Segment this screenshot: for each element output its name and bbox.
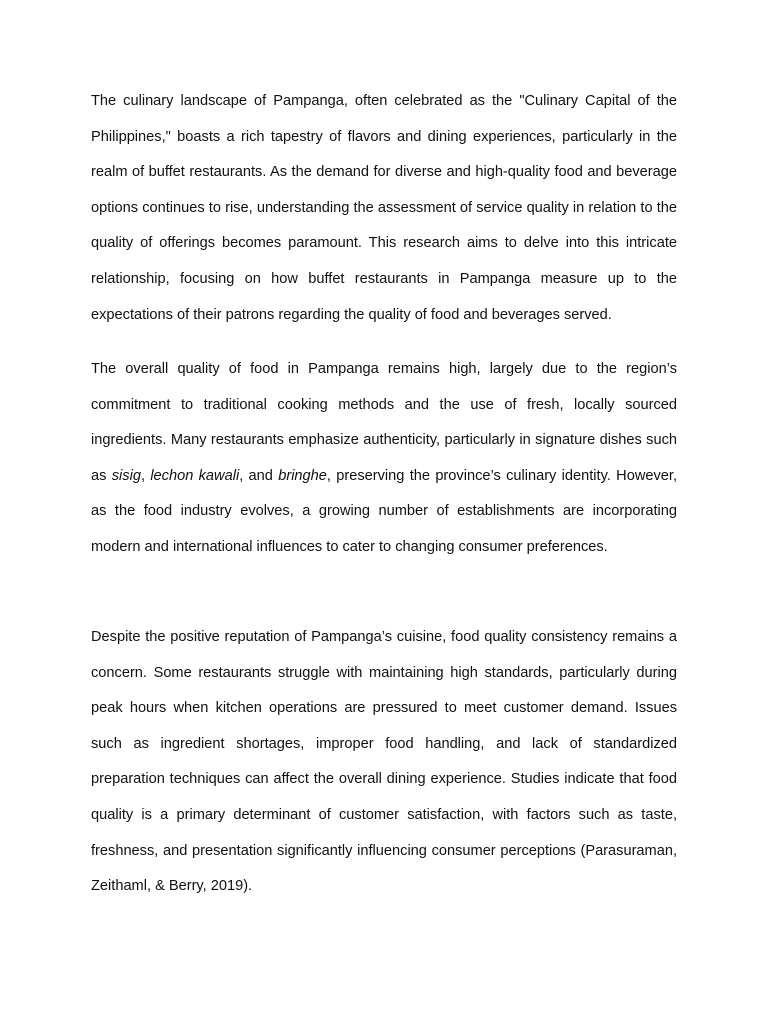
paragraph-text: Despite the positive reputation of Pampanga’s cuisine, food quality consistency remains a concern. Some restaurants struggle with maintaining high standards, particularly during peak hours when kitchen operations are pressured to meet customer demand. Issues such as ingredient shortages, improper food handling, and lack of standardized preparation techniques can affect the overall dining experience. Studies indicate that food quality is a primary determinant of customer satisfaction, with factors such as taste, freshness, and presentation significantly influencing consumer perceptions (Parasuraman, Zeithaml, & Berry, 2019). bbox=[91, 629, 677, 895]
paragraph-text: The culinary landscape of Pampanga, often celebrated as the "Culinary Capital of the Philippines," boasts a rich tapestry of flavors and dining experiences, particularly in the realm of buffet restaurants. As the demand for diverse and high-quality food and beverage options continues to rise, understanding the assessment of service quality in relation to the quality of offerings becomes paramount. This research aims to delve into this intricate relationship, focusing on how buffet restaurants in Pampanga measure up to the expectations of their patrons regarding the quality of food and beverages served. bbox=[91, 93, 677, 323]
paragraph-quality-consistency bbox=[91, 620, 677, 905]
dish-name-sisig: sisig bbox=[111, 467, 141, 484]
paragraph-food-quality bbox=[91, 352, 677, 566]
separator-text: , bbox=[140, 467, 151, 484]
paragraph-outro-text: , preserving the province’s culinary identity. However, as the food industry evolves, a growing number of establishments are incorporating modern and international influences to cater to changing consumer preferences. bbox=[91, 467, 678, 555]
paragraph-culinary-landscape bbox=[91, 84, 677, 333]
separator-text: , and bbox=[239, 467, 279, 484]
dish-name-lechon-kawali: lechon kawali bbox=[150, 467, 240, 484]
paragraph-intro-text: The overall quality of food in Pampanga remains high, largely due to the region’s commitment to traditional cooking methods and the use of fresh, locally sourced ingredients. Many restaurants emphasize authenticity, particularly in signature dishes such as bbox=[91, 361, 677, 484]
dish-name-bringhe: bringhe bbox=[278, 467, 327, 484]
paragraph-text bbox=[91, 352, 677, 566]
